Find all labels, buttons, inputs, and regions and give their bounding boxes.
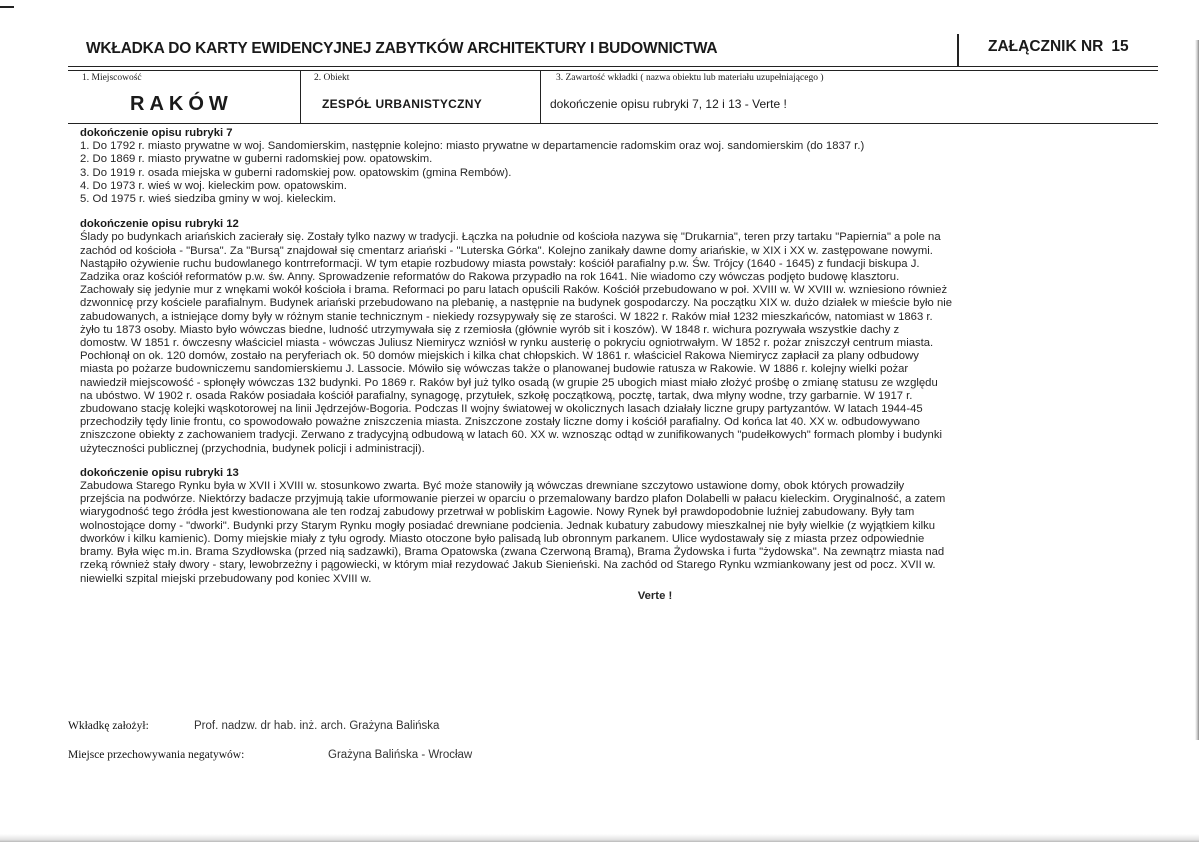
field-object-value: ZESPÓŁ URBANISTYCZNY [322, 97, 483, 111]
scan-edge-right [1195, 40, 1199, 740]
section-13-line: dworków i kilku kamienic). Domy miejskie miały z tyłu ogrody. Miasto otoczone było palisadą lub obronnym parkanem. Ulice wydostawały się z miasta przez odpowiednie [80, 532, 925, 545]
section-12-line: domostw. W 1851 r. ówczesny właściciel miasta - wówczas Juliusz Niemirycz wzniósł w rynku austerię o pokryciu ogniotrwałym. W 1852 r. pożar zniszczył centrum miasta. [80, 337, 934, 350]
section-12-line: zbudowano stację kolejki wąskotorowej na linii Jędrzejów-Bogoria. Podczas II wojny światowej w okolicznych lasach działały liczne grupy partyzantów. W latach 1944-45 [80, 403, 923, 416]
footer-negatives-value: Grażyna Balińska - Wrocław [328, 749, 473, 761]
section-12-line: Pochłonął on ok. 120 domów, zostało na peryferiach ok. 50 domów miejskich i kilka chat chłopskich. W 1861 r. właściciel Rakowa Niemirycz zapłacił za plany odbudowy [80, 350, 919, 363]
section-13-line: bramy. Była więc m.in. Brama Szydłowska (przed nią sadzawki), Brama Opatowska (zwana Czerwoną Bramą), Brama Żydowska i furta "żydowska". Na zewnątrz miasta nad [80, 546, 945, 559]
section-7-heading: dokończenie opisu rubryki 7 [80, 127, 233, 139]
verte-note: Verte ! [637, 589, 673, 602]
section-gap [80, 206, 1160, 218]
section-12-line: nawiedził miejscowość - spłonęły wówczas 132 budynki. Po 1869 r. Raków był już tylko osadą (w grupie 25 ubogich miast miało złożyć prośbę o zmianę statusu ze względu [80, 376, 938, 389]
footer-author-value: Prof. nadzw. dr hab. inż. arch. Grażyna Balińska [194, 720, 440, 732]
annex-label: ZAŁĄCZNIK NR [988, 38, 1104, 55]
section-12-heading: dokończenie opisu rubryki 12 [80, 218, 239, 231]
field-content-value: dokończenie opisu rubryki 7, 12 i 13 - Verte ! [550, 97, 787, 111]
field-object-label: 2. Obiekt [314, 73, 350, 83]
section-12-line: miasta po pożarze budowniczemu sandomierskiemu J. Lassocie. Mówiło się wówczas także o planowanej budowie ratusza w Rakowie. W 1886 r. kolejny wielki pożar [80, 363, 909, 376]
section-13-line: wiarygodność tego źródła jest kwestionowana ale ten rodzaj zabudowy przetrwał w pobliskim Łagowie. Nowy Rynek był prawdopodobnie luźniej zabudowany. Były tam [80, 506, 915, 519]
scan-edge-bottom [0, 834, 1199, 842]
section-12-line: Ślady po budynkach ariańskich zacierały się. Zostały tylko nazwy w tradycji. Łączka na południe od kościoła nazywa się "Drukarnia", teren przy tartaku "Papiernia" a pole na [80, 231, 941, 244]
section-7-line: 4. Do 1973 r. wieś w woj. kieleckim pow. opatowskim. [80, 179, 347, 192]
section-13-heading: dokończenie opisu rubryki 13 [80, 466, 239, 479]
section-12-line: zachód od kościoła - "Bursa". Za "Bursą" znajdował się cmentarz ariański - "Luterska Górka". Kolejno zanikały dawne domy ariańskie, w XIX i XX w. zastępowane nowymi. [80, 244, 933, 257]
section-7-line: 5. Od 1975 r. wieś siedziba gminy w woj. kieleckim. [80, 193, 337, 206]
scan-mark [0, 6, 14, 8]
section-gap [80, 456, 1160, 467]
field-place-label: 1. Miejscowość [82, 73, 142, 83]
section-13-line: niewielki szpital miejski przebudowany pod koniec XVIII w. [80, 572, 372, 585]
section-13-line: przejścia na podwórze. Niektórzy badacze przyjmują takie uformowanie pierzei w oparciu o przemalowany bardzo plafon Dolabelli w pałacu kieleckim. Oryginalność, a zatem [80, 493, 946, 506]
section-12-line: zniszczone obiekty z zachowaniem tradycji. Zerwano z tradycyjną odbudową w latach 60. XX w. wznosząc odtąd w zunifikowanych "pudełkowych" formach plomby i budynki [80, 429, 942, 442]
section-12-line: zabudowanych, a istniejące domy były w różnym stanie technicznym - niekiedy rozsypywały się ze starości. W 1822 r. Raków miał 1232 mieszkańców, natomiast w 1863 r. [80, 310, 933, 323]
section-12-line: dzwonnicę przy kościele parafialnym. Budynek ariański przebudowano na plebanię, a następnie na budynek gospodarczy. Na początku XIX w. dużo działek w mieście było nie [80, 297, 953, 310]
annex-number: 15 [1111, 38, 1129, 55]
footer-negatives-row [68, 749, 473, 765]
section-7-line: 3. Do 1919 r. osada miejska w guberni radomskiej pow. opatowskim (gmina Rembów). [80, 166, 512, 179]
section-7-line: 2. Do 1869 r. miasto prywatne w guberni radomskiej pow. opatowskim. [80, 153, 433, 166]
field-content [542, 71, 1158, 123]
section-13-line: Zabudowa Starego Rynku była w XVII i XVIII w. stosunkowo zwarta. Być może stanowiły ją wówczas drewniane szczytowo ustawione domy, obok których prowadziły [80, 480, 905, 493]
header-divider [957, 34, 959, 67]
field-place-value: RAKÓW [130, 93, 233, 115]
section-12-line: na ubóstwo. W 1902 r. osada Raków posiadała kościół parafialny, synagogę, przytułek, szkołę początkową, pocztę, tartak, dwa młyny wodne, trzy garbarnie. W 1917 r. [80, 389, 913, 402]
section-12-line: żyło tu 1873 osoby. Miasto było wówczas biedne, ludność utrzymywała się z rzemiosła (głównie wyrób sit i koszów). W 1848 r. wichura pozrywała wszystkie dachy z [80, 323, 900, 336]
section-12-line: Zachowały się jedynie mur z wnękami wokół kościoła i brama. Reformaci po paru latach opuścili Raków. Kościół przebudowano w poł. XVIII w. W XVIII w. wzniesiono również [80, 284, 948, 297]
page-title: WKŁADKA DO KARTY EWIDENCYJNEJ ZABYTKÓW ARCHITEKTURY I BUDOWNICTWA [86, 40, 718, 57]
field-object [300, 71, 541, 123]
footer-author-row [68, 720, 440, 736]
section-12-line: Zadzika oraz kościół reformatów p.w. św. Anny. Sprowadzenie reformatów do Rakowa przypadło na rok 1641. Nie wiadomo czy wówczas podjęto budowę klasztoru. [80, 271, 900, 284]
footer-author-label: Wkładkę założył: [68, 720, 149, 732]
section-13-line: rzeką również stały dwory - stary, lewobrzeżny i pągowiecki, w którym miał rezydować Jakub Sienieński. Na zachód od Starego Rynku wzmiankowany jest od pocz. XVII w. [80, 559, 936, 572]
field-content-label: 3. Zawartość wkładki ( nazwa obiektu lub materiału uzupełniającego ) [556, 73, 824, 83]
annex-label-group [988, 38, 1129, 56]
section-13-line: wolnostojące domy - "dworki". Budynki przy Starym Rynku mogły posiadać drewniane podcienia. Jednak kubatury zabudowy mieszkalnej nie były wielkie (z wyjątkiem kilku [80, 519, 936, 532]
field-place [68, 71, 301, 123]
section-12-line: Nastąpiło ożywienie ruchu budowlanego kontrreformacji. W tym etapie rozbudowy miasta powstały: kościół parafialny p.w. Św. Trójcy (1640 - 1645) z fundacji biskupa J. [80, 257, 920, 270]
document-body [80, 127, 1160, 603]
section-7-line: 1. Do 1792 r. miasto prywatne w woj. Sandomierskim, następnie kolejno: miasto prywatne w departamencie radomskim oraz woj. sandomierskim (do 1837 r.) [80, 140, 865, 153]
section-12-line: przechodziły tędy linie frontu, co spowodowało poważne zniszczenia miasta. Zniszczone zostały liczne domy i kościół parafialny. Od końca lat 40. XX w. odbudowywano [80, 416, 920, 429]
page-header [68, 34, 1158, 67]
footer-negatives-label: Miejsce przechowywania negatywów: [68, 749, 245, 761]
record-fields [68, 70, 1158, 124]
section-12-line: użyteczności publicznej (przychodnia, budynek policji i administracji). [80, 442, 425, 455]
